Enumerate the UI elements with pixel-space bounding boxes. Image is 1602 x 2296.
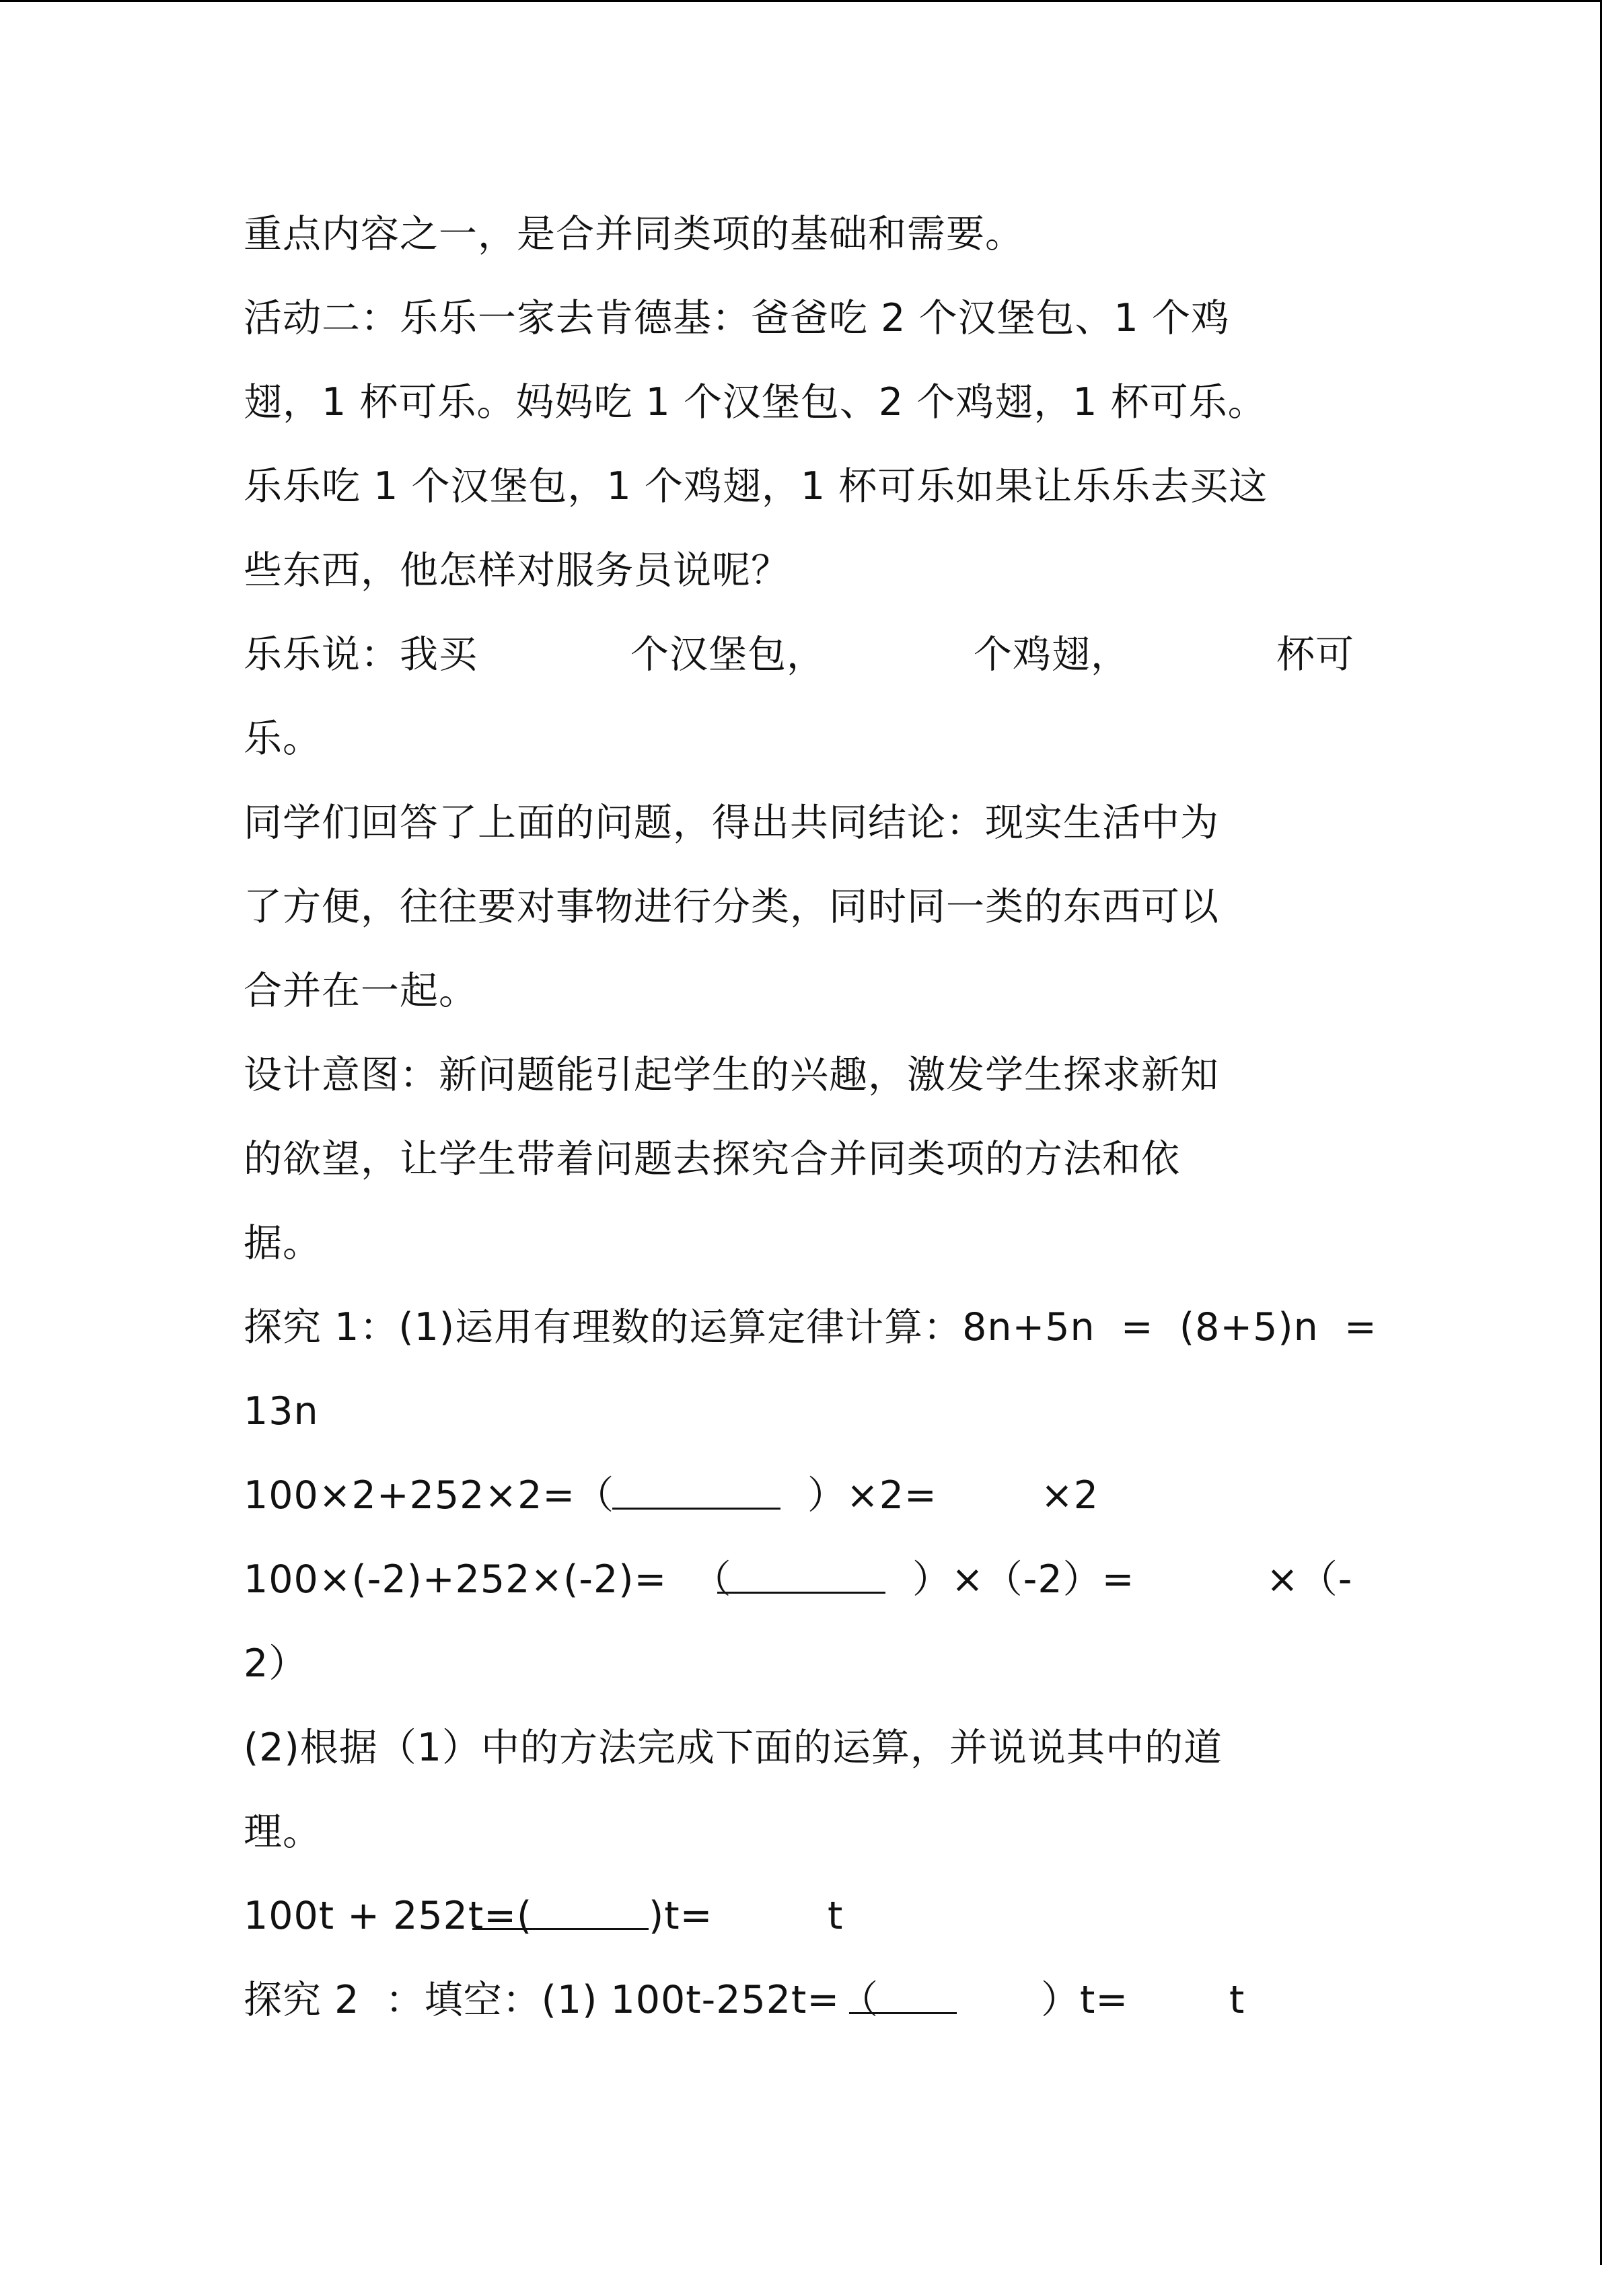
text-line-12: 据。 — [244, 1221, 322, 1265]
lele-says-part1: 乐乐说：我买 — [244, 632, 478, 677]
equation-1-left: 100×2+252×2=（ — [244, 1473, 615, 1518]
lele-says-part2: 个汉堡包， — [630, 632, 826, 677]
text-line-17: 理。 — [244, 1810, 322, 1854]
equation-4-right: t — [1229, 1978, 1245, 2022]
equation-2-left: 100×(-2)+252×(-2)= （ — [244, 1557, 732, 1602]
equation-4-left: 探究 2 ：填空：(1) 100t-252t=（ — [244, 1978, 879, 2022]
text-line-14: 13n — [244, 1389, 319, 1434]
equation-3-mid: )t= — [649, 1894, 713, 1938]
page-top-border — [0, 0, 1602, 2]
equation-2-blank[interactable] — [717, 1553, 885, 1594]
text-line-3: 翅，1 杯可乐。妈妈吃 1 个汉堡包、2 个鸡翅，1 杯可乐。 — [244, 380, 1267, 424]
equation-1-mid: ）×2= — [807, 1473, 937, 1518]
text-line-10: 设计意图：新问题能引起学生的兴趣，激发学生探求新知 — [244, 1053, 1219, 1097]
text-line-6: 乐。 — [244, 716, 322, 761]
equation-1 — [244, 1469, 1387, 1522]
equation-4 — [244, 1973, 1387, 2027]
text-line-11: 的欲望，让学生带着问题去探究合并同类项的方法和依 — [244, 1137, 1180, 1181]
equation-4-blank[interactable] — [849, 1973, 957, 2014]
equation-1-blank[interactable] — [612, 1469, 780, 1510]
lele-says-part3: 个鸡翅， — [974, 632, 1130, 677]
equation-3-blank[interactable] — [472, 1889, 649, 1930]
text-line-16: (2)根据（1）中的方法完成下面的运算，并说说其中的道 — [244, 1726, 1223, 1770]
text-line-9: 合并在一起。 — [244, 969, 478, 1013]
equation-3 — [244, 1889, 1387, 1943]
text-line-7: 同学们回答了上面的问题，得出共同结论：现实生活中为 — [244, 801, 1219, 845]
equation-2-mid: ）×（-2）= — [912, 1557, 1135, 1602]
equation-4-mid: ）t= — [1041, 1978, 1129, 2022]
lele-says-part4: 杯可 — [1276, 632, 1354, 677]
equation-1-right: ×2 — [1041, 1473, 1099, 1518]
text-line-5: 些东西，他怎样对服务员说呢？ — [244, 548, 790, 593]
equation-2 — [244, 1553, 1387, 1606]
equation-2-right: ×（- — [1266, 1557, 1353, 1602]
text-line-2: 活动二：乐乐一家去肯德基：爸爸吃 2 个汉堡包、1 个鸡 — [244, 296, 1230, 340]
equation-3-right: t — [828, 1894, 844, 1938]
text-line-13: 探究 1：(1)运用有理数的运算定律计算：8n+5n = (8+5)n = — [244, 1305, 1377, 1349]
text-line-15: 2） — [244, 1641, 308, 1686]
text-line-8: 了方便，往往要对事物进行分类，同时同一类的东西可以 — [244, 885, 1219, 929]
equation-3-left: 100t + 252t=( — [244, 1894, 533, 1938]
lele-says-line — [244, 628, 1360, 681]
text-line-4: 乐乐吃 1 个汉堡包，1 个鸡翅，1 杯可乐如果让乐乐去买这 — [244, 464, 1268, 509]
text-line-1: 重点内容之一，是合并同类项的基础和需要。 — [244, 212, 1024, 256]
